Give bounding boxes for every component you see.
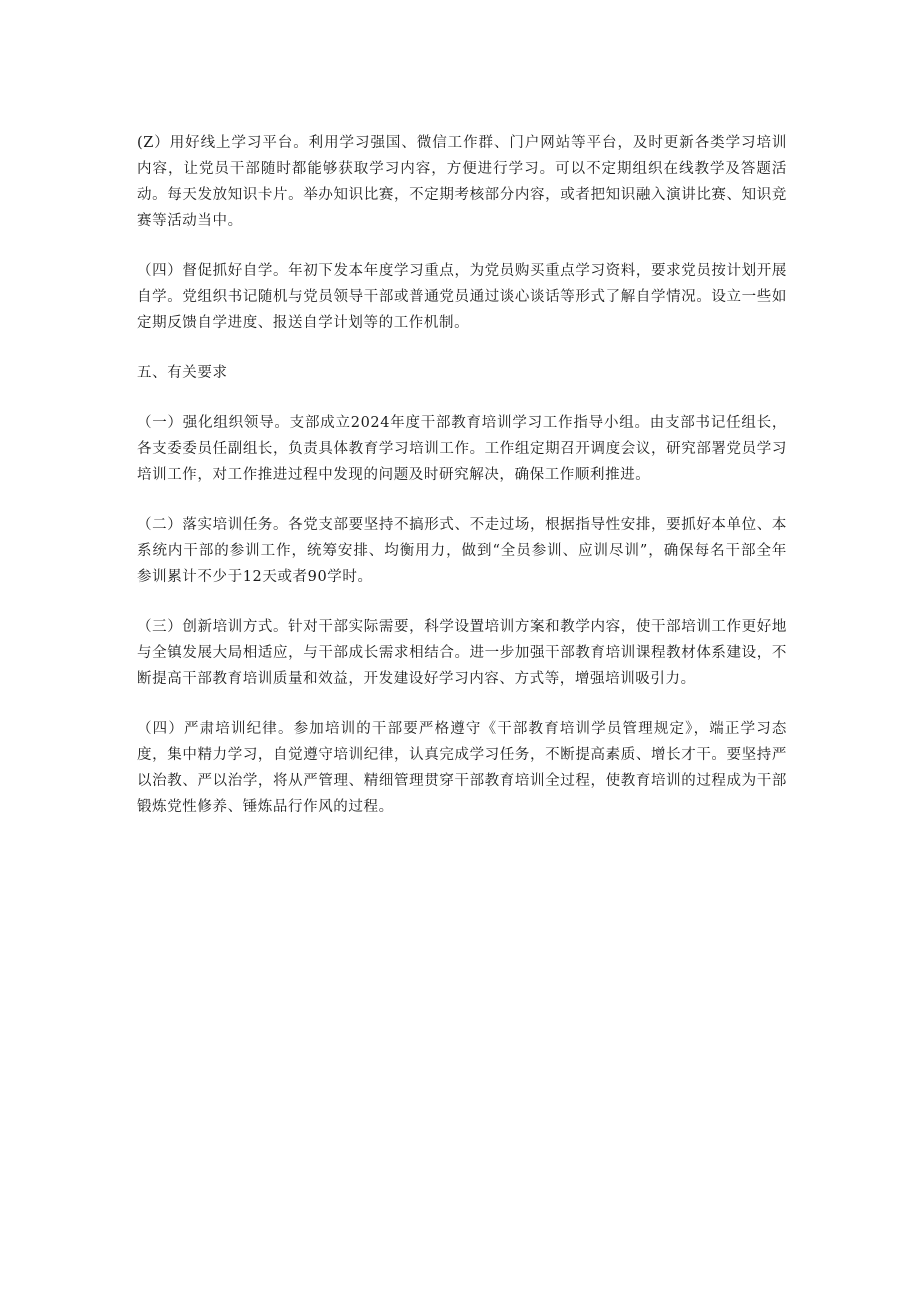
paragraph-training-tasks: （二）落实培训任务。各党支部要坚持不搞形式、不走过场，根据指导性安排，要抓好本单位、本系统内干部的参训工作，统筹安排、均衡用力，做到“全员参训、应训尽训”，确保每名干部全年参训累计不少于12天或者90学时。: [137, 517, 787, 585]
paragraph-organizational-leadership: （一）强化组织领导。支部成立2024年度干部教育培训学习工作指导小组。由支部书记任组长，各支委委员任副组长，负责具体教育学习培训工作。工作组定期召开调度会议，研究部署党员学习培训工作，对工作推进过程中发现的问题及时研究解决，确保工作顺利推进。: [137, 415, 787, 483]
paragraph-self-study: （四）督促抓好自学。年初下发本年度学习重点，为党员购买重点学习资料，要求党员按计划开展自学。党组织书记随机与党员领导干部或普通党员通过谈心谈话等形式了解自学情况。设立一些如定期反馈自学进度、报送自学计划等的工作机制。: [137, 263, 787, 331]
paragraph-online-learning-platform: (Z）用好线上学习平台。利用学习强国、微信工作群、门户网站等平台，及时更新各类学习培训内容，让党员干部随时都能够获取学习内容，方便进行学习。可以不定期组织在线教学及答题活动。每天发放知识卡片。举办知识比赛，不定期考核部分内容，或者把知识融入演讲比赛、知识竞赛等活动当中。: [137, 135, 787, 229]
paragraph-training-methods: （三）创新培训方式。针对干部实际需要，科学设置培训方案和教学内容，使干部培训工作更好地与全镇发展大局相适应，与干部成长需求相结合。进一步加强干部教育培训课程教材体系建设，不断提高干部教育培训质量和效益，开发建设好学习内容、方式等，增强培训吸引力。: [137, 619, 787, 687]
document-body: [137, 130, 787, 844]
section-heading-requirements: 五、有关要求: [137, 365, 228, 381]
paragraph-training-discipline: （四）严肃培训纪律。参加培训的干部要严格遵守《干部教育培训学员管理规定》，端正学习态度，集中精力学习，自觉遵守培训纪律，认真完成学习任务，不断提高素质、增长才干。要坚持严以治教、严以治学，将从严管理、精细管理贯穿干部教育培训全过程，使教育培训的过程成为干部锻炼党性修养、锤炼品行作风的过程。: [137, 721, 787, 815]
